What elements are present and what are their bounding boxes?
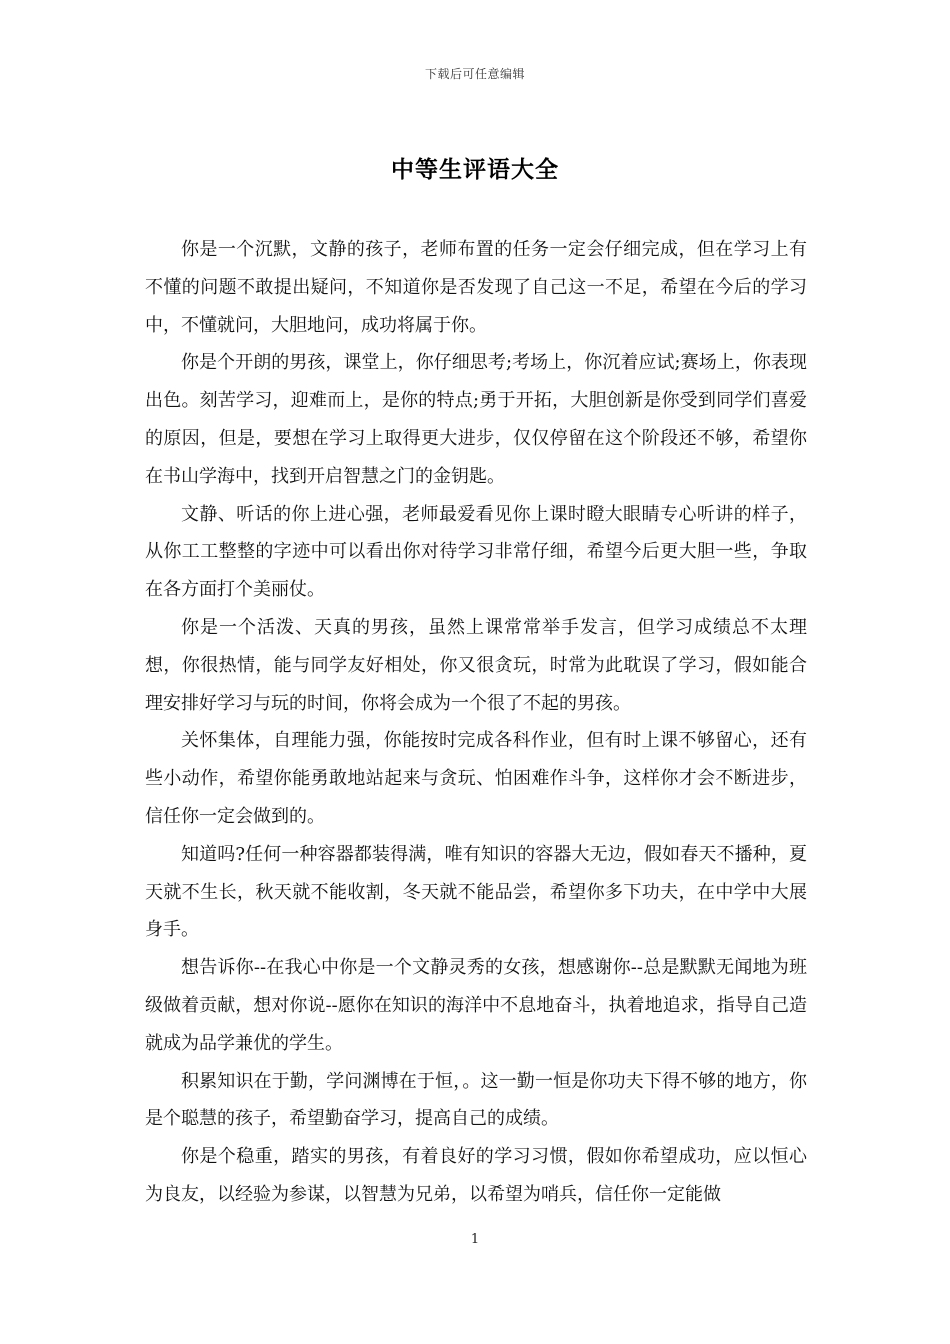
- page-number: 1: [470, 1232, 480, 1247]
- document-title: 中等生评语大全: [391, 156, 559, 183]
- page-header: 下载后可任意编辑: [424, 67, 525, 81]
- paragraph: 你是一个活泼、天真的男孩，虽然上课常常举手发言，但学习成绩总不太理想，你很热情，能与同学友好相处，你又很贪玩，时常为此耽误了学习，假如能合理安排好学习与玩的时间，你将会成为一个很了不起的男孩。: [145, 616, 807, 714]
- paragraph: 关怀集体，自理能力强，你能按时完成各科作业，但有时上课不够留心，还有些小动作，希望你能勇敢地站起来与贪玩、怕困难作斗争，这样你才会不断进步，信任你一定会做到的。: [145, 730, 807, 827]
- paragraph: 你是个稳重，踏实的男孩，有着良好的学习习惯，假如你希望成功，应以恒心为良友，以经验为参谋，以智慧为兄弟，以希望为哨兵，信任你一定能做: [145, 1146, 807, 1205]
- paragraph: 积累知识在于勤，学问渊博在于恒，。这一勤一恒是你功夫下得不够的地方，你是个聪慧的孩子，希望勤奋学习，提高自己的成绩。: [145, 1070, 807, 1130]
- paragraph: 知道吗?任何一种容器都装得满，唯有知识的容器大无边，假如春天不播种，夏天就不生长，秋天就不能收割，冬天就不能品尝，希望你多下功夫，在中学中大展身手。: [145, 843, 807, 941]
- paragraph: 你是一个沉默，文静的孩子，老师布置的任务一定会仔细完成，但在学习上有不懂的问题不敢提出疑问，不知道你是否发现了自己这一不足，希望在今后的学习中，不懂就问，大胆地问，成功将属于你。: [145, 239, 807, 336]
- document-body: [145, 231, 807, 1214]
- paragraph: 文静、听话的你上进心强，老师最爱看见你上课时瞪大眼睛专心听讲的样子，从你工工整整的字迹中可以看出你对待学习非常仔细，希望今后更大胆一些，争取在各方面打个美丽仗。: [145, 503, 807, 601]
- paragraph: 想告诉你--在我心中你是一个文静灵秀的女孩，想感谢你--总是默默无闻地为班级做着贡献，想对你说--愿你在知识的海洋中不息地奋斗，执着地追求，指导自己造就成为品学兼优的学生。: [145, 957, 807, 1054]
- paragraph: 你是个开朗的男孩，课堂上，你仔细思考;考场上，你沉着应试;赛场上，你表现出色。刻苦学习，迎难而上，是你的特点;勇于开拓，大胆创新是你受到同学们喜爱的原因，但是，要想在学习上取得更大进步，仅仅停留在这个阶段还不够，希望你在书山学海中，找到开启智慧之门的金钥匙。: [145, 352, 807, 487]
